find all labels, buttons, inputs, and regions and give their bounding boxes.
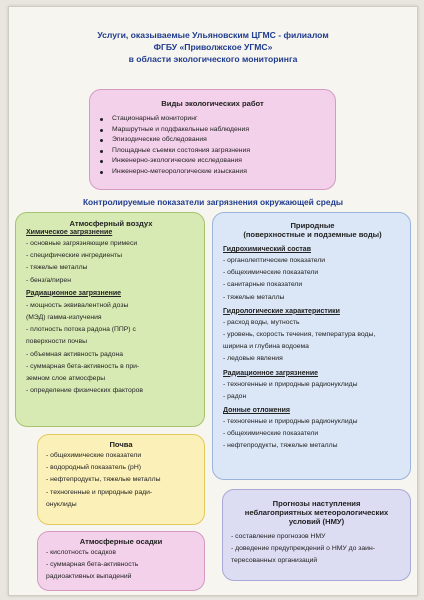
list-item: - мощность эквивалентной дозы [26, 301, 129, 309]
waters-sediment-title: Донные отложения [223, 407, 290, 415]
list-item: - кислотность осадков [46, 549, 116, 556]
air-title: Атмосферный воздух [69, 219, 153, 228]
list-item: (МЭД) гамма-излучения [26, 314, 102, 322]
waters-hydrochem-title: Гидрохимический состав [223, 246, 312, 253]
list-item: - тяжелые металлы [26, 264, 88, 272]
page [8, 6, 418, 596]
list-item: - суммарная бета-активность [46, 561, 139, 569]
precip-title: Атмосферные осадки [79, 537, 163, 546]
air-rad-title: Радиационное загрязнение [26, 289, 122, 297]
list-item: - водородный показатель (pH) [46, 464, 142, 472]
eco-works-box [89, 89, 336, 190]
list-item: Инженерно-экологические исследования [90, 156, 335, 167]
forecast-title-2: неблагоприятных метеорологических [244, 508, 389, 517]
list-item: - специфические ингредиенты [26, 252, 122, 260]
list-item: - техногенные и природные ради- [46, 488, 153, 496]
list-item: - бенз/а/пирен [26, 276, 71, 284]
waters-box [212, 212, 411, 480]
list-item: - ледовые явления [223, 355, 283, 363]
list-item: - общехимические показатели [223, 430, 319, 438]
list-item: ширина и глубина водоема [223, 343, 309, 351]
list-item: - техногенные и природные радионуклиды [223, 418, 358, 426]
list-item: Инженерно-метеорологические изыскания [90, 167, 335, 178]
waters-subtitle: (поверхностные и подземные воды) [243, 230, 382, 239]
list-item: онуклиды [46, 500, 77, 508]
section-title: Контролируемые показатели загрязнения окружающей среды [82, 197, 344, 207]
soil-title: Почва [109, 440, 133, 449]
list-item: - общехимические показатели [46, 452, 142, 459]
list-item: тересованных организаций [231, 557, 318, 565]
waters-rad-title: Радиационное загрязнение [223, 369, 319, 377]
eco-works-title: Виды экологических работ [161, 99, 264, 108]
list-item: - органолептические показатели [223, 257, 326, 264]
list-item: - радон [223, 392, 247, 400]
list-item: - расход воды, мутность [223, 318, 300, 326]
list-item: - объемная активность радона [26, 350, 124, 358]
forecast-title-1: Прогнозы наступления [272, 499, 361, 508]
waters-title: Природные [290, 221, 335, 230]
precip-box [37, 531, 205, 591]
list-item: Площадные съемки состояния загрязнения [90, 146, 335, 157]
air-box [15, 212, 205, 427]
list-item: - составление прогнозов НМУ [231, 533, 326, 540]
list-item: - тяжелые металлы [223, 293, 285, 301]
list-item: - суммарная бета-активность в при- [26, 362, 140, 370]
header-line-2: ФГБУ «Приволжское УГМС» [153, 42, 273, 52]
forecast-box [222, 489, 411, 581]
soil-box [37, 434, 205, 525]
list-item: - доведение предупреждений о НМУ до заин- [231, 545, 375, 553]
list-item: Эпизодические обследования [90, 135, 335, 146]
list-item: - уровень, скорость течения, температура воды, [223, 331, 376, 339]
list-item: - санитарные показатели [223, 281, 303, 289]
list-item: радиоактивных выпадений [46, 573, 132, 581]
list-item: - общехимические показатели [223, 269, 319, 277]
list-item: земном слое атмосферы [26, 375, 106, 383]
list-item: - основные загрязняющие примеси [26, 240, 138, 247]
header-line-1: Услуги, оказываемые Ульяновским ЦГМС - филиалом [97, 30, 329, 40]
header-line-3: в области экологического мониторинга [128, 54, 298, 64]
list-item: - нефтепродукты, тяжелые металлы [46, 476, 161, 484]
list-item: Маршрутные и подфакельные наблюдения [90, 125, 335, 136]
list-item: - нефтепродукты, тяжелые металлы [223, 442, 338, 450]
list-item: - определение физических факторов [26, 387, 143, 395]
list-item: поверхности почвы [26, 338, 87, 346]
list-item: - техногенные и природные радионуклиды [223, 380, 358, 388]
page-header [9, 29, 417, 65]
air-chem-title: Химическое загрязнение [26, 229, 113, 236]
waters-hydro-title: Гидрологические характеристики [223, 307, 340, 315]
list-item: Стационарный мониторинг [90, 114, 335, 125]
forecast-title-3: условий (НМУ) [288, 517, 345, 526]
eco-works-list [90, 114, 335, 178]
list-item: - плотность потока радона (ППР) с [26, 326, 136, 334]
